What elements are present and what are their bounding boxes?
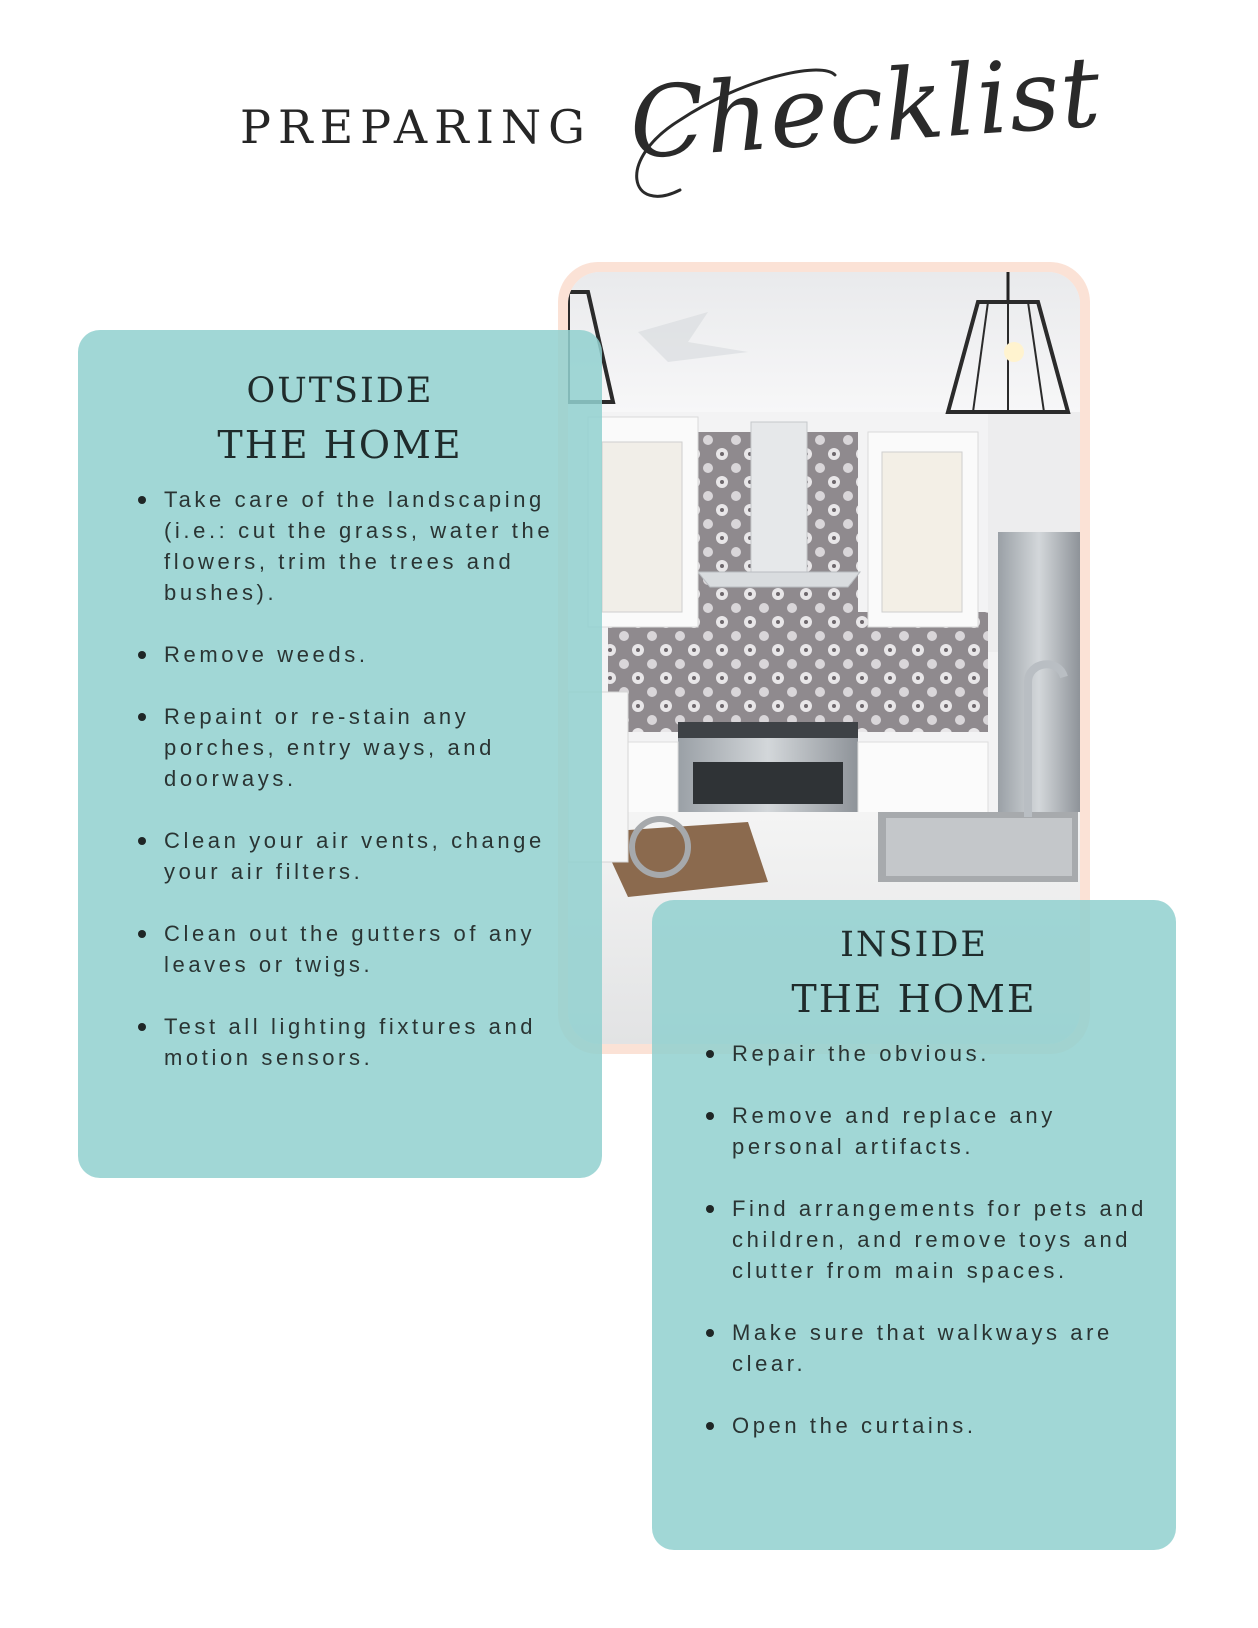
outside-item-landscaping [138, 484, 588, 608]
inside-item-text: Find arrangements for pets and children, and remove toys and clutter from main spaces. [732, 1196, 1147, 1283]
outside-item-text: Test all lighting fixtures and motion sensors. [164, 1014, 537, 1070]
outside-item-lighting [138, 1011, 588, 1073]
outside-item-text: Clean your air vents, change your air filters. [164, 828, 545, 884]
outside-item-text: Clean out the gutters of any leaves or twigs. [164, 921, 536, 977]
bullet-icon [138, 1023, 146, 1031]
bullet-icon [706, 1422, 714, 1430]
outside-heading-line1: OUTSIDE [246, 371, 434, 411]
outside-the-home-panel [78, 330, 602, 1178]
inside-item-artifacts [706, 1100, 1166, 1162]
outside-item-air-vents [138, 825, 588, 887]
bullet-icon [138, 496, 146, 504]
inside-item-text: Open the curtains. [732, 1413, 977, 1438]
bullet-icon [138, 930, 146, 938]
bullet-icon [706, 1205, 714, 1213]
inside-item-text: Repair the obvious. [732, 1041, 990, 1066]
inside-item-walkways [706, 1317, 1166, 1379]
inside-checklist [706, 1038, 1166, 1472]
outside-checklist [138, 484, 588, 1104]
outside-item-repaint [138, 701, 588, 794]
outside-item-text: Remove weeds. [164, 642, 369, 667]
inside-heading [652, 918, 1176, 1026]
inside-item-pets-children [706, 1193, 1166, 1286]
inside-the-home-panel [652, 900, 1176, 1550]
bullet-icon [706, 1050, 714, 1058]
outside-heading-line2: THE HOME [217, 423, 463, 467]
title-preparing: PREPARING [240, 100, 592, 154]
inside-item-text: Remove and replace any personal artifacts. [732, 1103, 1056, 1159]
bullet-icon [706, 1329, 714, 1337]
inside-item-text: Make sure that walkways are clear. [732, 1320, 1113, 1376]
bullet-icon [138, 713, 146, 721]
outside-item-text: Take care of the landscaping (i.e.: cut the grass, water the flowers, trim the trees and bushes). [164, 487, 554, 605]
inside-item-curtains [706, 1410, 1166, 1441]
inside-heading-line1: INSIDE [840, 925, 988, 965]
title-checklist: Checklist [626, 35, 1105, 182]
outside-heading [78, 364, 602, 472]
outside-item-gutters [138, 918, 588, 980]
bullet-icon [138, 837, 146, 845]
bullet-icon [706, 1112, 714, 1120]
inside-heading-line2: THE HOME [791, 977, 1037, 1021]
outside-item-text: Repaint or re-stain any porches, entry ways, and doorways. [164, 704, 495, 791]
inside-item-repair [706, 1038, 1166, 1069]
outside-item-weeds [138, 639, 588, 670]
bullet-icon [138, 651, 146, 659]
